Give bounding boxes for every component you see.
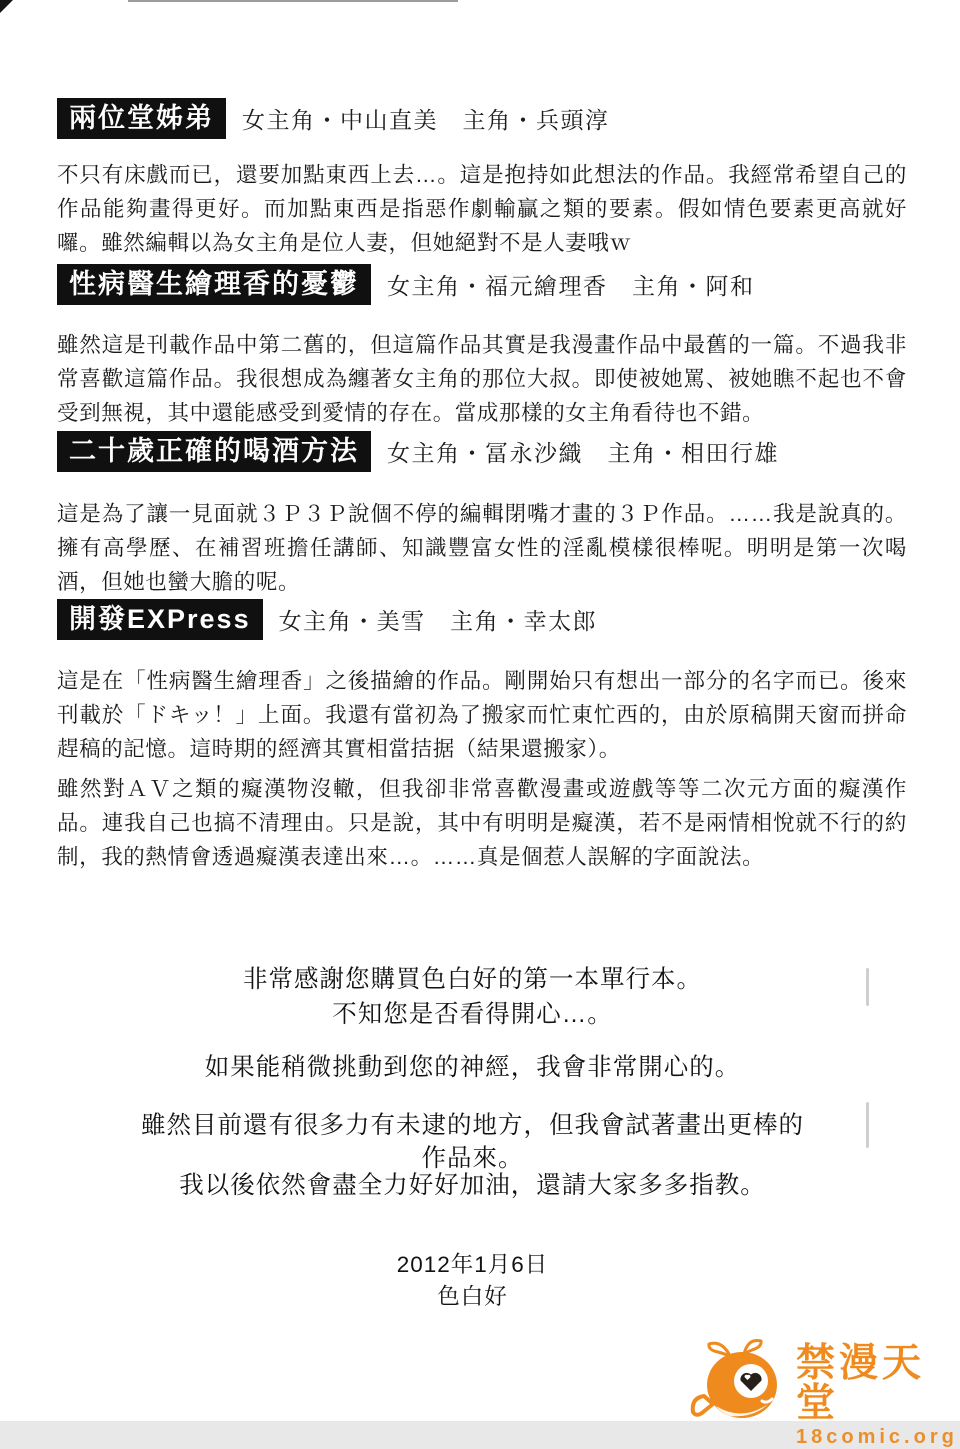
section-body-1: 不只有床戲而已，還要加點東西上去…。這是抱持如此想法的作品。我經常希望自己的作品能夠畫得更好。而加點東西是指惡作劇輸贏之類的要素。假如情色要素更高就好囉。雖然編輯以為女主角是位人妻，但她絕對不是人妻哦ｗ [57,163,907,255]
section-credits: 女主角・中山直美 主角・兵頭淳 [242,107,610,133]
section-body-2: 雖然這是刊載作品中第二舊的，但這篇作品其實是我漫畫作品中最舊的一篇。不過我非常喜歡這篇作品。我很想成為纏著女主角的那位大叔。即使被她罵、被她瞧不起也不會受到無視，其中還能感受到愛情的存在。當成那樣的女主角看待也不錯。 [57,333,907,425]
afterword-line: 作品來。 [421,1145,524,1172]
section-title-box: 性病醫生繪理香的憂鬱 [57,264,371,305]
watermark-site-url: 18comic.org [796,1426,958,1448]
colophon-author: 色白好 [437,1284,508,1309]
section-title-box: 二十歲正確的喝酒方法 [57,431,371,472]
watermark-site-name: 禁漫天堂 [796,1342,926,1425]
section-credits: 女主角・冨永沙織 主角・相田行雄 [387,440,779,466]
whale-mascot-icon [688,1338,792,1425]
afterword-line: 非常感謝您購買色白好的第一本單行本。 [243,966,702,993]
section-header-1 [57,98,610,139]
section-body-4: 這是在「性病醫生繪理香」之後描繪的作品。剛開始只有想出一部分的名字而已。後來刊載於「ドキッ！」上面。我還有當初為了搬家而忙東忙西的，由於原稿開天窗而拼命趕稿的記憶。這時期的經濟其實相當拮据（結果還搬家）。 [57,669,907,761]
afterword-line: 如果能稍微挑動到您的神經，我會非常開心的。 [204,1054,741,1081]
section-title-box: 開發EXPress [57,599,263,640]
section-header-4 [57,599,597,640]
scan-corner-artifact [0,0,13,13]
section-header-3 [57,431,779,472]
afterword-line: 不知您是否看得開心…。 [332,1001,613,1028]
afterword-line: 我以後依然會盡全力好好加油，還請大家多多指教。 [179,1172,766,1199]
section-body-4-extra: 雖然對ＡＶ之類的癡漢物沒轍，但我卻非常喜歡漫畫或遊戲等等二次元方面的癡漢作品。連我自己也搞不清理由。只是說，其中有明明是癡漢，若不是兩情相悅就不行的約制，我的熱情會透過癡漢表達出來…。……真是個惹人誤解的字面說法。 [57,777,907,869]
colophon-date: 2012年1月6日 [396,1252,549,1277]
afterword-line: 雖然目前還有很多力有未逮的地方，但我會試著畫出更棒的 [141,1112,804,1139]
section-credits: 女主角・福元繪理香 主角・阿和 [387,273,755,299]
section-title-box: 兩位堂姊弟 [57,98,226,139]
section-header-2 [57,264,755,305]
scan-edge-line [128,0,458,2]
section-body-3: 這是為了讓一見面就３Ｐ３Ｐ說個不停的編輯閉嘴才畫的３Ｐ作品。……我是說真的。擁有高學歷、在補習班擔任講師、知識豐富女性的淫亂模樣很棒呢。明明是第一次喝酒，但她也蠻大膽的呢。 [57,502,907,594]
site-watermark [688,1336,958,1448]
section-credits: 女主角・美雪 主角・幸太郎 [278,608,598,634]
